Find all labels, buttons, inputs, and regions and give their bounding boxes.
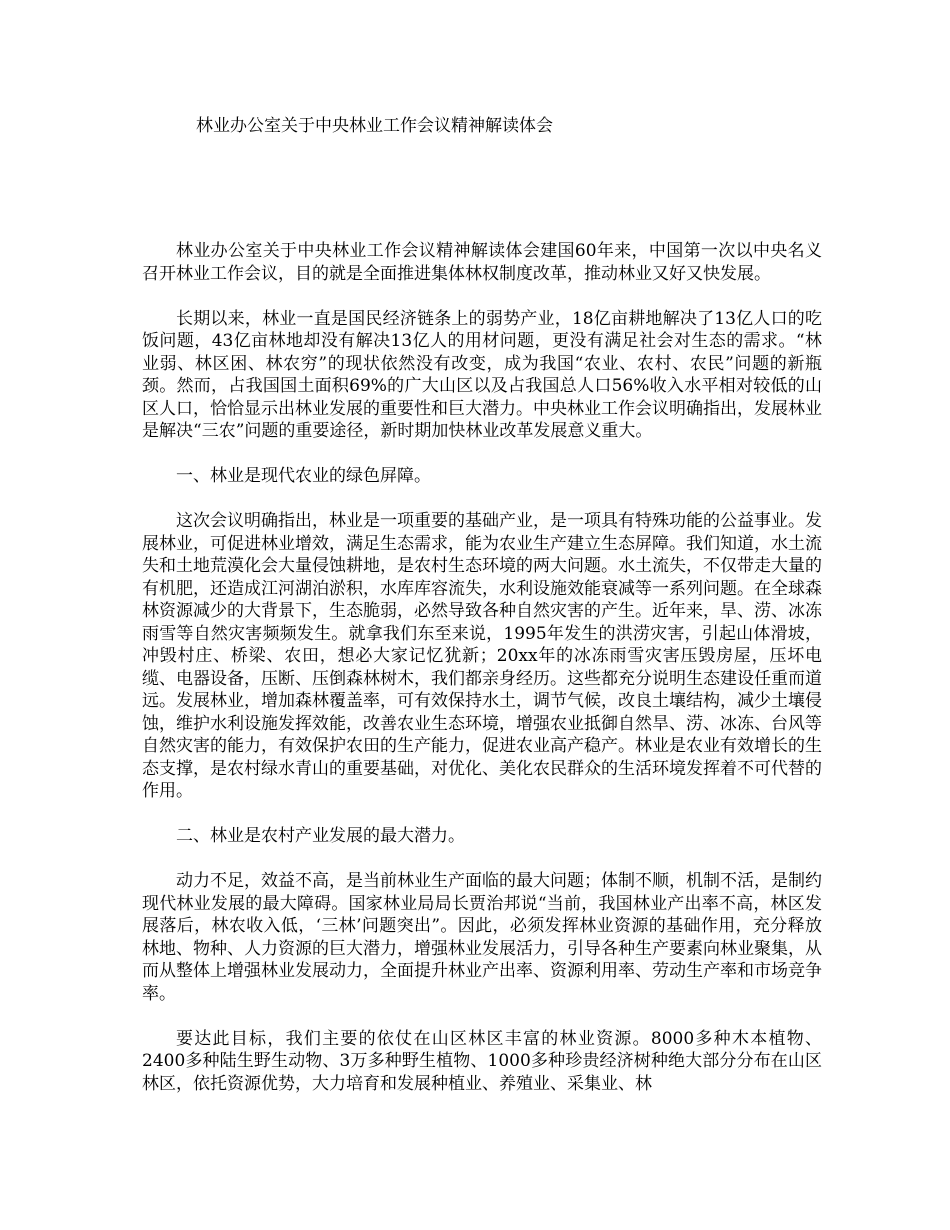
document-body [142,240,822,1118]
paragraph-resources: 要达此目标，我们主要的依仗在山区林区丰富的林业资源。8000多种木本植物、2400多种陆生野生动物、3万多种野生植物、1000多种珍贵经济树种绝大部分分布在山区林区，依托资源优势，大力培育和发展种植业、养殖业、采集业、林 [142,1028,822,1094]
paragraph-background: 长期以来，林业一直是国民经济链条上的弱势产业，18亿亩耕地解决了13亿人口的吃饭问题，43亿亩林地却没有解决13亿人的用材问题，更没有满足社会对生态的需求。“林业弱、林区困、林农穷”的现状依然没有改变，成为我国“农业、农村、农民”问题的新瓶颈。然而，占我国国土面积69%的广大山区以及占我国总人口56%收入水平相对较低的山区人口，恰恰显示出林业发展的重要性和巨大潜力。中央林业工作会议明确指出，发展林业是解决“三农”问题的重要途径，新时期加快林业改革发展意义重大。 [142,308,822,441]
document-title: 林业办公室关于中央林业工作会议精神解读体会 [196,116,553,136]
paragraph-section-1: 这次会议明确指出，林业是一项重要的基础产业，是一项具有特殊功能的公益事业。发展林业，可促进林业增效，满足生态需求，能为农业生产建立生态屏障。我们知道，水土流失和土地荒漠化会大量侵蚀耕地，是农村生态环境的两大问题。水土流失，不仅带走大量的有机肥，还造成江河湖泊淤积，水库库容流失，水利设施效能衰减等一系列问题。在全球森林资源减少的大背景下，生态脆弱，必然导致各种自然灾害的产生。近年来，旱、涝、冰冻雨雪等自然灾害频频发生。就拿我们东至来说，1995年发生的洪涝灾害，引起山体滑坡，冲毁村庄、桥梁、农田，想必大家记忆犹新；20xx年的冰冻雨雪灾害压毁房屋，压坏电缆、电器设备，压断、压倒森林树木，我们都亲身经历。这些都充分说明生态建设任重而道远。发展林业，增加森林覆盖率，可有效保持水土，调节气候，改良土壤结构，减少土壤侵蚀，维护水利设施发挥效能，改善农业生态环境，增强农业抵御自然旱、涝、冰冻、台风等自然灾害的能力，有效保护农田的生产能力，促进农业高产稳产。林业是农业有效增长的生态支撑，是农村绿水青山的重要基础，对优化、美化农民群众的生活环境发挥着不可代替的作用。 [142,511,822,801]
section-heading-1: 一、林业是现代农业的绿色屏障。 [176,466,431,486]
paragraph-intro: 林业办公室关于中央林业工作会议精神解读体会建国60年来，中国第一次以中央名义召开林业工作会议，目的就是全面推进集体林权制度改革，推动林业又好又快发展。 [142,241,822,284]
section-heading-2: 二、林业是农村产业发展的最大潜力。 [176,826,465,846]
paragraph-section-2: 动力不足，效益不高，是当前林业生产面临的最大问题；体制不顺，机制不活，是制约现代林业发展的最大障碍。国家林业局局长贾治邦说“当前，我国林业产出率不高，林区发展落后，林农收入低，‘三林’问题突出”。因此，必须发挥林业资源的基础作用，充分释放林地、物种、人力资源的巨大潜力，增强林业发展活力，引导各种生产要素向林业聚集，从而从整体上增强林业发展动力，全面提升林业产出率、资源利用率、劳动生产率和市场竞争率。 [142,871,822,1004]
